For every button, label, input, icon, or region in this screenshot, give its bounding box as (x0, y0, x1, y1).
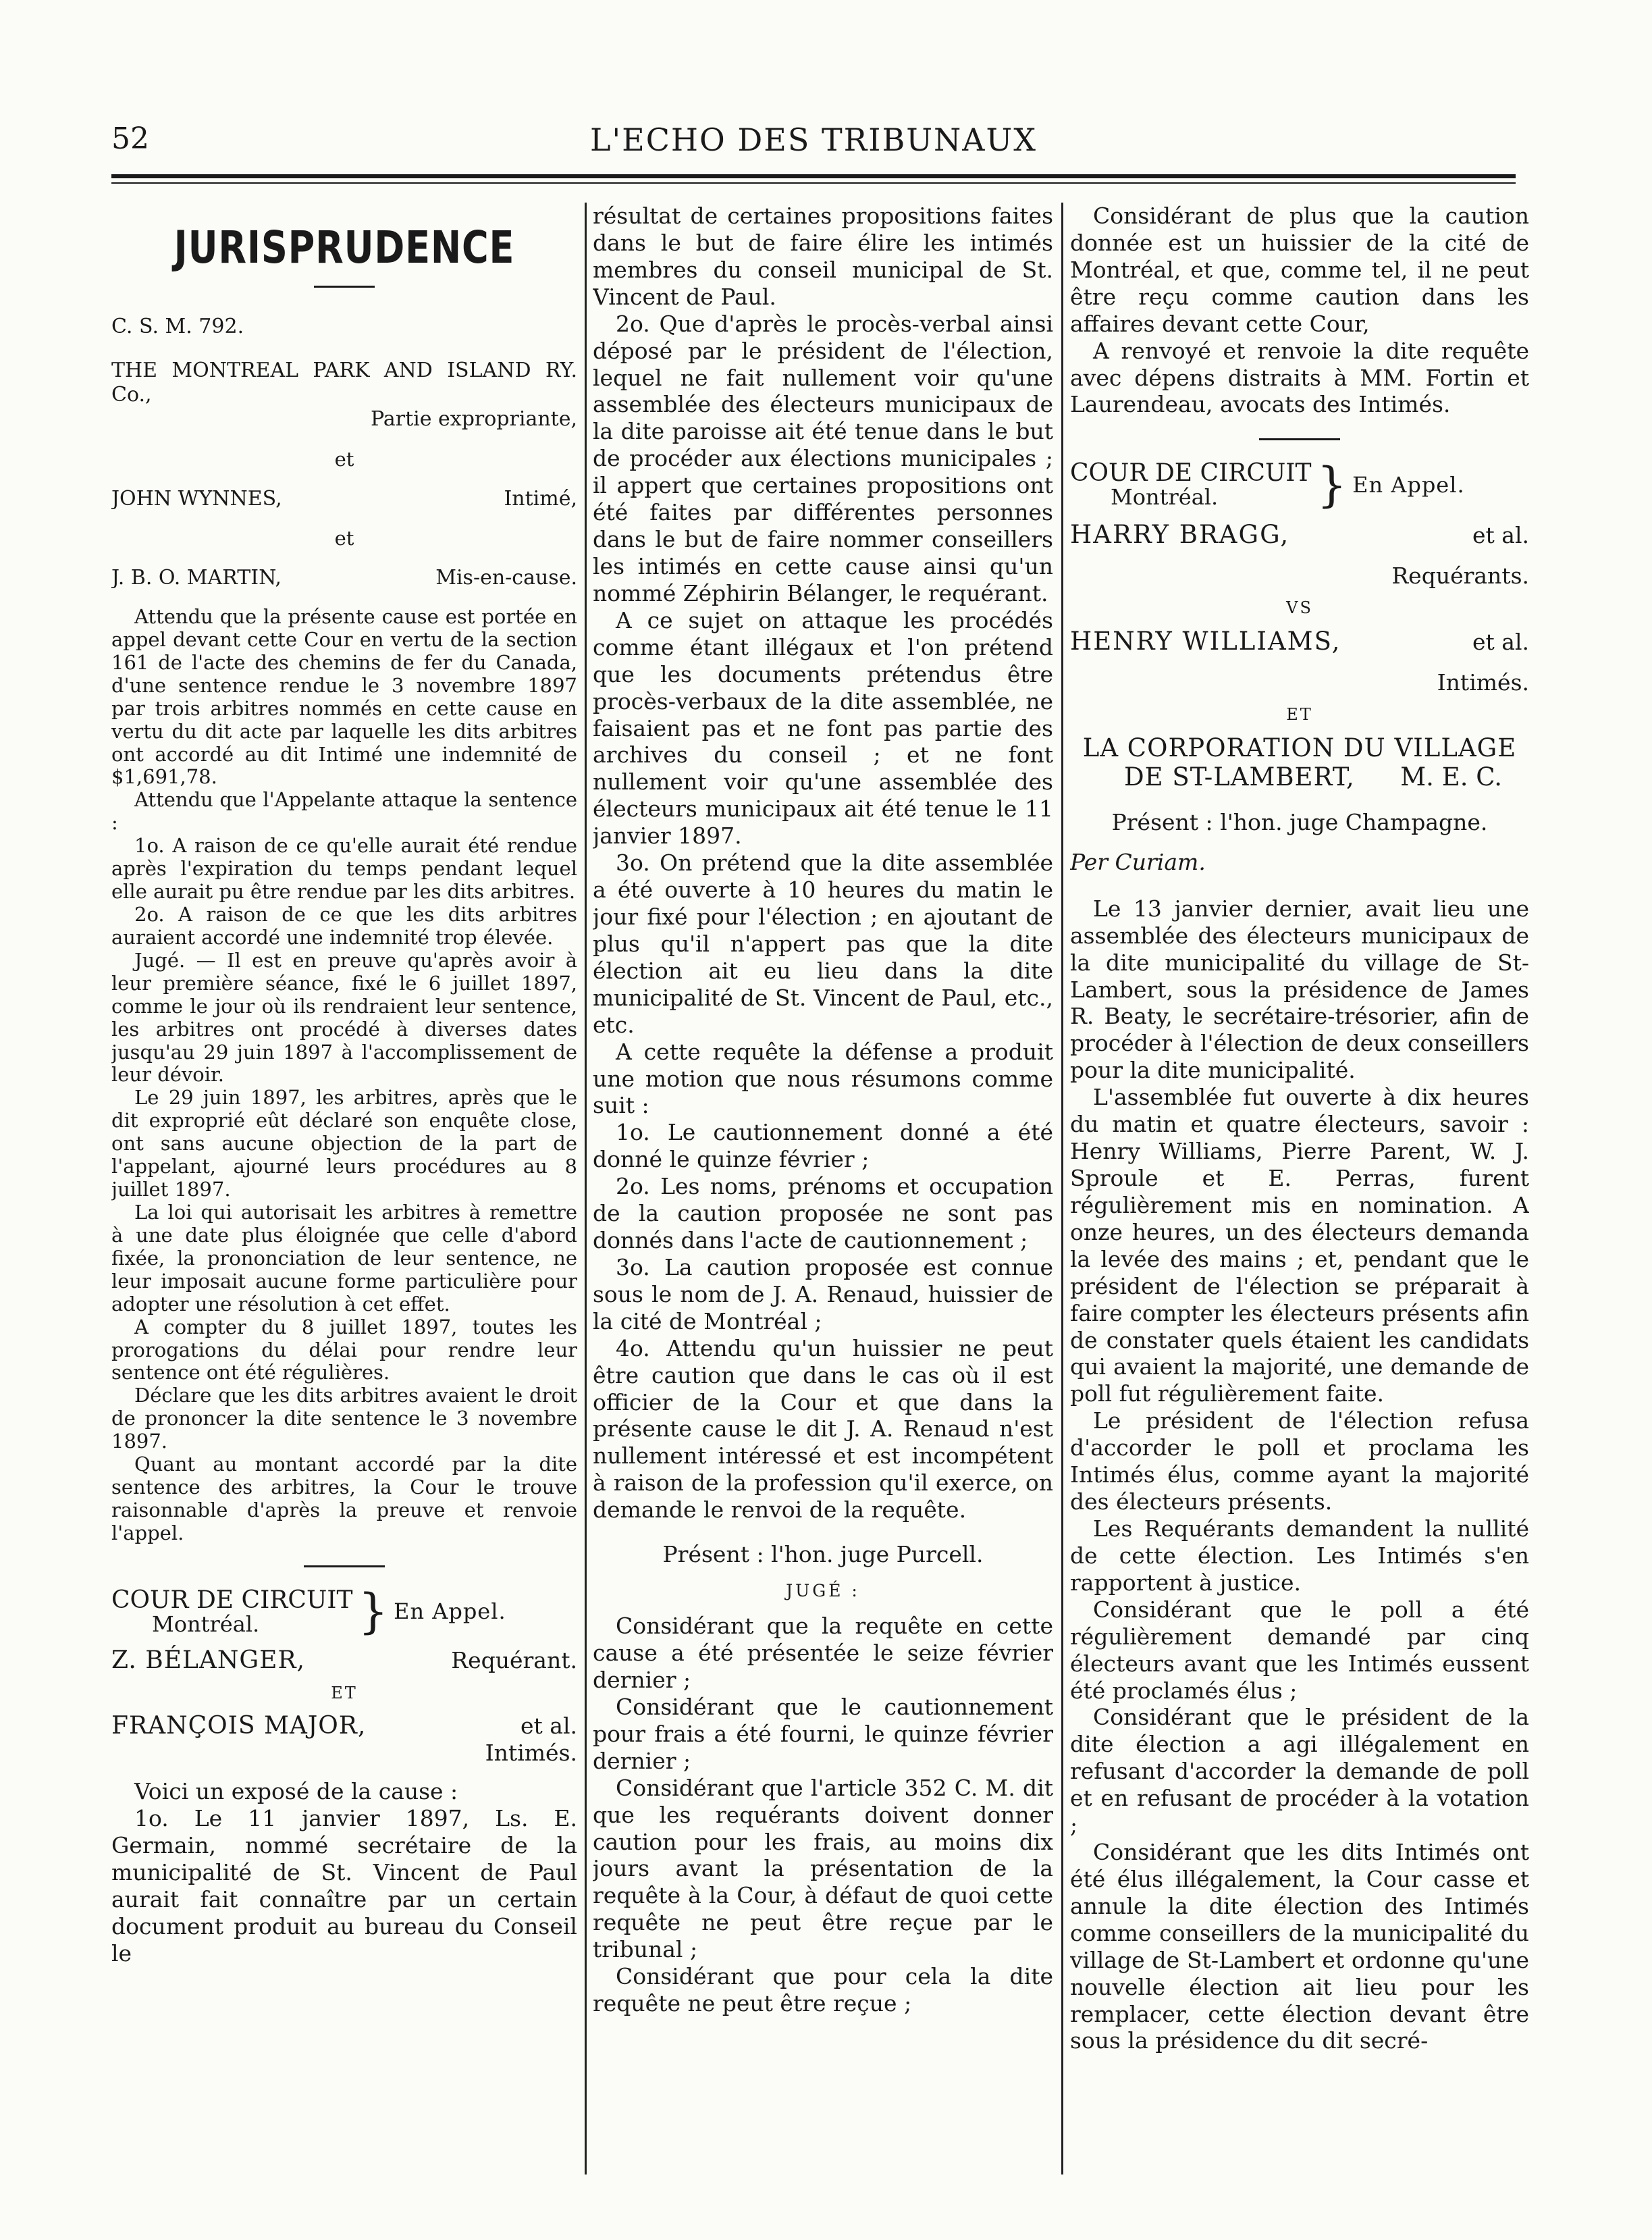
party-name: J. B. O. MARTIN, (111, 566, 282, 590)
paragraph: 1o. A raison de ce qu'elle aurait été rendue après l'expiration du temps pendant lequel elle aurait pu être rendue par les dits arbitres. (111, 834, 577, 904)
separator (314, 286, 375, 288)
party-etal: et al. (1472, 521, 1529, 548)
column-divider (585, 203, 587, 2174)
paragraph: A cette requête la défense a produit une motion que nous résumons comme suit : (593, 1038, 1053, 1119)
party-row (111, 566, 577, 590)
court-appeal: En Appel. (394, 1598, 506, 1625)
paragraph: Considérant que la requête en cette cause a été présentée le seize février dernier ; (593, 1613, 1053, 1694)
court-name (111, 1588, 353, 1636)
paragraph: 1o. Le cautionnement donné a été donné le quinze février ; (593, 1119, 1053, 1173)
juge-heading: JUGÉ : (786, 1581, 860, 1601)
page-header (111, 122, 1516, 176)
judge-present: Présent : l'hon. juge Purcell. (662, 1541, 984, 1568)
brace: } (1316, 457, 1348, 513)
court-city: Montréal. (152, 1611, 260, 1637)
court-heading (111, 1584, 577, 1640)
paragraph: Déclare que les dits arbitres avaient le droit de prononcer la dite sentence le 3 novembre 1897. (111, 1384, 577, 1453)
paragraph: A compter du 8 juillet 1897, toutes les prorogations du délai pour rendre leur sentence ont été régulières. (111, 1315, 577, 1384)
column-3 (1070, 203, 1529, 2174)
party-row (111, 487, 577, 511)
conjunction: ET (331, 1684, 358, 1703)
corporation-name: DE ST-LAMBERT, (1124, 762, 1355, 791)
party-role: Requérant. (451, 1647, 577, 1674)
party-row (1070, 762, 1529, 791)
party-name: FRANÇOIS MAJOR, (111, 1712, 367, 1740)
paragraph: A renvoyé et renvoie la dite requête avec dépens distraits à MM. Fortin et Laurendeau, avocats des Intimés. (1070, 337, 1529, 418)
paragraph: Jugé. — Il est en preuve qu'après avoir à leur première séance, fixé le 6 juillet 1897, comme le jour où ils rendraient leur sentence, les arbitres ont procédé à diverses dates jusqu'au 29 juin 1897 à l'accomplissement de leur dévoir. (111, 948, 577, 1087)
party-role: Mis-en-cause. (435, 566, 577, 590)
paragraph: Le 29 juin 1897, les arbitres, après que le dit exproprié eût déclaré son enquête close, ont sans aucune objection de la part de l'appelant, ajourné leurs procédures au 8 juillet 1897. (111, 1086, 577, 1201)
paragraph: 2o. Que d'après le procès-verbal ainsi déposé par le président de l'élection, lequel ne fait nullement voir qu'une assemblée des électeurs municipaux de la dite paroisse ait été tenue dans le but de procéder aux élections municipales ; il appert que certaines propositions ont été faites par différentes personnes dans le but de faire nommer conseillers les intimés en cette cause ainsi qu'un nommé Zéphirin Bélanger, le requérant. (593, 310, 1053, 606)
separator (1259, 438, 1340, 440)
paragraph: Voici un exposé de la cause : (134, 1778, 458, 1805)
column-2 (593, 203, 1053, 2174)
party-name: JOHN WYNNES, (111, 487, 282, 511)
paragraph: Considérant que pour cela la dite requête ne peut être reçue ; (593, 1963, 1053, 2017)
paragraph: Considérant que le président de la dite élection a agi illégalement en refusant d'accorder la demande de poll et en refusant de procéder à la votation ; (1070, 1704, 1529, 1839)
court-name (1070, 461, 1312, 509)
paragraph: résultat de certaines propositions faites dans le but de faire élire les intimés membres du conseil municipal de St. Vincent de Paul. (593, 203, 1053, 310)
paragraph: Le président de l'élection refusa d'accorder le poll et proclama les Intimés élus, comme ayant la majorité des électeurs présents. (1070, 1407, 1529, 1515)
corporation-name: LA CORPORATION DU VILLAGE (1082, 733, 1517, 762)
paragraph: L'assemblée fut ouverte à dix heures du matin et quatre électeurs, savoir : Henry Williams, Pierre Parent, W. J. Sproule et E. Perras, furent régulièrement mis en nomination. A onze heures, un des électeurs demanda la levée des mains ; et, pendant que le président de l'élection se préparait à faire compter les électeurs présents afin de constater quels étaient les candidats qui avaient la majorité, une demande de poll fut régulièrement faite. (1070, 1084, 1529, 1407)
paragraph: La loi qui autorisait les arbitres à remettre à une date plus éloignée que celle d'abord fixée, la prononciation de leur sentence, ne leur imposait aucune forme particulière pour adopter une résolution à cet effet. (111, 1200, 577, 1316)
party-row (1070, 627, 1529, 656)
paragraph: 3o. On prétend que la dite assemblée a été ouverte à 10 heures du matin le jour fixé pour l'élection ; en ajoutant de plus qu'il n'appert pas que la dite élection ait eu lieu dans la dite municipalité de St. Vincent de Paul, etc., etc. (593, 850, 1053, 1038)
party-row (111, 1646, 577, 1674)
party-role: Requérants. (1391, 562, 1529, 589)
section-title: JURISPRUDENCE (174, 222, 515, 274)
paragraph: Attendu que l'Appelante attaque la sentence : (111, 788, 577, 835)
party-row (1070, 520, 1529, 549)
running-title: L'ECHO DES TRIBUNAUX (589, 122, 1038, 158)
party-role: Intimés. (1437, 669, 1529, 696)
paragraph: 2o. A raison de ce que les dits arbitres auraient accordé une indemnité trop élevée. (111, 902, 577, 949)
paragraph: 1o. Le 11 janvier 1897, Ls. E. Germain, nommé secrétaire de la municipalité de St. Vincent de Paul aurait fait connaître par un certain document produit au bureau du Conseil le (111, 1805, 577, 1966)
court-heading (1070, 457, 1529, 513)
separator (304, 1565, 385, 1567)
conjunction: et (334, 448, 354, 471)
header-rule-thick (111, 174, 1516, 178)
paragraph: Quant au montant accordé par la dite sentence des arbitres, la Cour le trouve raisonnable d'après la preuve et renvoie l'appel. (111, 1453, 577, 1544)
paragraph: 3o. La caution proposée est connue sous le nom de J. A. Renaud, huissier de la cité de Montréal ; (593, 1253, 1053, 1334)
court-city: Montréal. (1111, 484, 1219, 511)
column-divider (1061, 203, 1063, 2174)
party-role: Partie expropriante, (371, 407, 577, 431)
page-number: 52 (111, 122, 149, 156)
party-etal: et al. (521, 1713, 577, 1740)
party-role: Intimé, (504, 487, 577, 511)
paragraph: Considérant que les dits Intimés ont été élus illégalement, la Cour casse et annule la dite élection des Intimés comme conseillers de la municipalité du village de St-Lambert et ordonne qu'une nouvelle élection ait lieu pour les remplacer, cette élection devant être sous la présidence du dit secré- (1070, 1839, 1529, 2054)
header-rule-thin (111, 182, 1516, 184)
paragraph: Le 13 janvier dernier, avait lieu une assemblée des électeurs municipaux de la dite municipalité du village de St-Lambert, sous la présidence de James R. Beaty, le secrétaire-trésorier, afin de procéder à l'élection de deux conseillers pour la dite municipalité. (1070, 895, 1529, 1084)
column-1 (111, 203, 577, 2174)
court-name-text: COUR DE CIRCUIT (1070, 459, 1312, 488)
paragraph: Considérant que le cautionnement pour frais a été fourni, le quinze février dernier ; (593, 1693, 1053, 1774)
case-number: C. S. M. 792. (111, 315, 244, 338)
paragraph: Considérant que l'article 352 C. M. dit que les requérants doivent donner caution pour les frais, au moins dix jours avant la présentation de la requête à la Cour, à défaut de quoi cette requête ne peut être reçue par le tribunal ; (593, 1774, 1053, 1963)
paragraph: Considérant que le poll a été régulièrement demandé par cinq électeurs avant que les Intimés eussent été proclamés élus ; (1070, 1596, 1529, 1704)
paragraph: 2o. Les noms, prénoms et occupation de la caution proposée ne sont pas donnés dans l'acte de cautionnement ; (593, 1173, 1053, 1254)
per-curiam: Per Curiam. (1070, 848, 1206, 875)
party-role: Intimés. (485, 1740, 577, 1767)
paragraph: Les Requérants demandent la nullité de cette élection. Les Intimés s'en rapportent à justice. (1070, 1515, 1529, 1596)
paragraph: A ce sujet on attaque les procédés comme étant illégaux et l'on prétend que les documents prétendus être procès-verbaux de la dite assemblée, ne faisaient pas et ne font pas partie des archives du conseil ; et ne font nullement voir qu'une assemblée des électeurs municipaux ait été tenue le 11 janvier 1897. (593, 606, 1053, 850)
party-name: Z. BÉLANGER, (111, 1646, 305, 1675)
party-row (111, 1712, 577, 1740)
court-appeal: En Appel. (1352, 472, 1465, 498)
conjunction: VS (1286, 598, 1313, 617)
party-etal: et al. (1472, 628, 1529, 655)
party-name: HENRY WILLIAMS, (1070, 626, 1341, 656)
paragraph: 4o. Attendu qu'un huissier ne peut être caution que dans le cas où il est officier de la Cour et que dans la présente cause le dit J. A. Renaud n'est nullement intéressé et est incompétent à raison de la profession qu'il exerce, on demande le renvoi de la requête. (593, 1334, 1053, 1523)
conjunction: ET (1286, 704, 1313, 724)
brace: } (358, 1584, 389, 1640)
paragraph: Attendu que la présente cause est portée en appel devant cette Cour en vertu de la section 161 de l'acte des chemins de fer du Canada, d'une sentence rendue le 3 novembre 1897 par trois arbitres nommés en cette cause en vertu du dit acte par laquelle les dits arbitres ont accordé au dit Intimé une indemnité de $1,691,78. (111, 605, 577, 789)
party-name: THE MONTREAL PARK AND ISLAND RY. Co., (111, 359, 577, 407)
party-name: HARRY BRAGG, (1070, 519, 1290, 549)
conjunction: et (334, 527, 354, 550)
court-name-text: COUR DE CIRCUIT (111, 1586, 353, 1614)
paragraph: Considérant de plus que la caution donnée est un huissier de la cité de Montréal, et que, comme tel, il ne peut être reçu comme caution dans les affaires devant cette Cour, (1070, 203, 1529, 337)
party-role: M. E. C. (1400, 762, 1502, 791)
judge-present: Présent : l'hon. juge Champagne. (1111, 808, 1488, 835)
